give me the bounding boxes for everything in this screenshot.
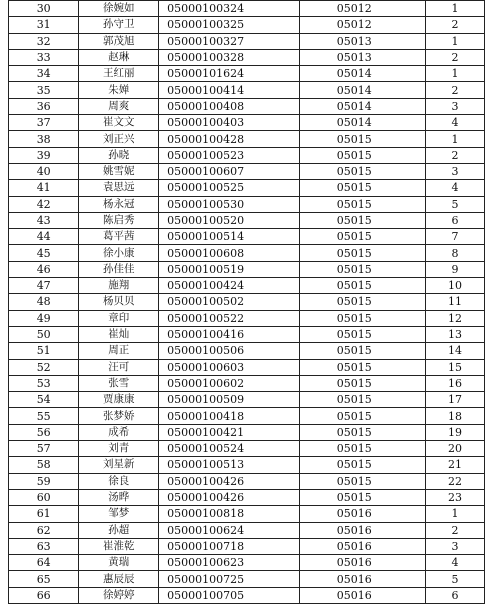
exam-id-cell: 05000100514 <box>159 229 299 245</box>
name-cell: 崔灿 <box>79 326 159 342</box>
exam-id-cell: 05000100530 <box>159 196 299 212</box>
table-row <box>9 229 485 245</box>
name-cell: 朱婵 <box>79 82 159 98</box>
table-row <box>9 17 485 33</box>
exam-id-cell: 05000100513 <box>159 457 299 473</box>
room-cell: 05015 <box>299 489 425 505</box>
name-cell: 贾康康 <box>79 392 159 408</box>
table-row <box>9 310 485 326</box>
name-cell: 邹梦 <box>79 506 159 522</box>
room-cell: 05015 <box>299 310 425 326</box>
name-cell: 施翔 <box>79 278 159 294</box>
name-cell: 周爽 <box>79 98 159 114</box>
exam-id-cell: 05000100421 <box>159 424 299 440</box>
table-row <box>9 245 485 261</box>
name-cell: 郭茂旭 <box>79 33 159 49</box>
table-row <box>9 473 485 489</box>
exam-id-cell: 05000100502 <box>159 294 299 310</box>
table-row <box>9 392 485 408</box>
room-cell: 05015 <box>299 180 425 196</box>
room-cell: 05015 <box>299 392 425 408</box>
room-cell: 05016 <box>299 506 425 522</box>
seq-cell: 55 <box>9 408 79 424</box>
seq-cell: 63 <box>9 538 79 554</box>
table-row <box>9 506 485 522</box>
exam-id-cell: 05000100607 <box>159 163 299 179</box>
name-cell: 惠辰辰 <box>79 571 159 587</box>
exam-id-cell: 05000100520 <box>159 212 299 228</box>
seat-cell: 8 <box>426 245 485 261</box>
seq-cell: 46 <box>9 261 79 277</box>
exam-id-cell: 05000100416 <box>159 326 299 342</box>
exam-id-cell: 05000100414 <box>159 82 299 98</box>
table-row <box>9 555 485 571</box>
seat-cell: 1 <box>426 66 485 82</box>
name-cell: 张梦娇 <box>79 408 159 424</box>
table-row <box>9 212 485 228</box>
room-cell: 05015 <box>299 229 425 245</box>
exam-id-cell: 05000100418 <box>159 408 299 424</box>
seat-cell: 19 <box>426 424 485 440</box>
seq-cell: 53 <box>9 375 79 391</box>
name-cell: 汪可 <box>79 359 159 375</box>
seat-cell: 20 <box>426 441 485 457</box>
room-cell: 05016 <box>299 555 425 571</box>
seq-cell: 30 <box>9 1 79 17</box>
exam-seating-table <box>8 0 485 604</box>
seat-cell: 2 <box>426 49 485 65</box>
table-row <box>9 441 485 457</box>
seat-cell: 2 <box>426 82 485 98</box>
seat-cell: 2 <box>426 522 485 538</box>
table-row <box>9 538 485 554</box>
table-row <box>9 115 485 131</box>
exam-id-cell: 05000101624 <box>159 66 299 82</box>
room-cell: 05015 <box>299 375 425 391</box>
seq-cell: 60 <box>9 489 79 505</box>
exam-id-cell: 05000100718 <box>159 538 299 554</box>
exam-id-cell: 05000100327 <box>159 33 299 49</box>
name-cell: 赵琳 <box>79 49 159 65</box>
seq-cell: 45 <box>9 245 79 261</box>
table-row <box>9 66 485 82</box>
seat-cell: 11 <box>426 294 485 310</box>
seq-cell: 38 <box>9 131 79 147</box>
exam-id-cell: 05000100324 <box>159 1 299 17</box>
room-cell: 05016 <box>299 538 425 554</box>
room-cell: 05015 <box>299 278 425 294</box>
seq-cell: 64 <box>9 555 79 571</box>
name-cell: 孙晓 <box>79 147 159 163</box>
room-cell: 05016 <box>299 571 425 587</box>
exam-id-cell: 05000100408 <box>159 98 299 114</box>
seat-cell: 3 <box>426 538 485 554</box>
seat-cell: 2 <box>426 17 485 33</box>
name-cell: 章印 <box>79 310 159 326</box>
name-cell: 孙超 <box>79 522 159 538</box>
seat-cell: 14 <box>426 343 485 359</box>
seat-cell: 23 <box>426 489 485 505</box>
seat-cell: 1 <box>426 506 485 522</box>
exam-id-cell: 05000100522 <box>159 310 299 326</box>
seq-cell: 33 <box>9 49 79 65</box>
seat-cell: 1 <box>426 131 485 147</box>
room-cell: 05015 <box>299 408 425 424</box>
exam-id-cell: 05000100523 <box>159 147 299 163</box>
seq-cell: 35 <box>9 82 79 98</box>
seq-cell: 48 <box>9 294 79 310</box>
seq-cell: 37 <box>9 115 79 131</box>
seq-cell: 58 <box>9 457 79 473</box>
name-cell: 崔文文 <box>79 115 159 131</box>
seat-cell: 3 <box>426 98 485 114</box>
seat-cell: 9 <box>426 261 485 277</box>
room-cell: 05014 <box>299 115 425 131</box>
room-cell: 05015 <box>299 359 425 375</box>
seat-cell: 4 <box>426 180 485 196</box>
name-cell: 杨永冠 <box>79 196 159 212</box>
name-cell: 徐婉如 <box>79 1 159 17</box>
table-body <box>9 1 485 604</box>
table-row <box>9 489 485 505</box>
exam-id-cell: 05000100403 <box>159 115 299 131</box>
room-cell: 05012 <box>299 1 425 17</box>
name-cell: 刘星新 <box>79 457 159 473</box>
seat-cell: 16 <box>426 375 485 391</box>
room-cell: 05015 <box>299 131 425 147</box>
table-row <box>9 571 485 587</box>
name-cell: 徐婷婷 <box>79 587 159 603</box>
table-row <box>9 1 485 17</box>
room-cell: 05012 <box>299 17 425 33</box>
seq-cell: 54 <box>9 392 79 408</box>
seat-cell: 22 <box>426 473 485 489</box>
seq-cell: 50 <box>9 326 79 342</box>
exam-id-cell: 05000100424 <box>159 278 299 294</box>
room-cell: 05015 <box>299 326 425 342</box>
exam-id-cell: 05000100426 <box>159 489 299 505</box>
seq-cell: 59 <box>9 473 79 489</box>
room-cell: 05015 <box>299 441 425 457</box>
table-row <box>9 49 485 65</box>
exam-id-cell: 05000100725 <box>159 571 299 587</box>
room-cell: 05014 <box>299 82 425 98</box>
seq-cell: 62 <box>9 522 79 538</box>
seq-cell: 52 <box>9 359 79 375</box>
name-cell: 汤晔 <box>79 489 159 505</box>
seq-cell: 44 <box>9 229 79 245</box>
seat-cell: 1 <box>426 33 485 49</box>
room-cell: 05015 <box>299 343 425 359</box>
table-row <box>9 408 485 424</box>
exam-id-cell: 05000100818 <box>159 506 299 522</box>
seq-cell: 43 <box>9 212 79 228</box>
seq-cell: 32 <box>9 33 79 49</box>
name-cell: 王红丽 <box>79 66 159 82</box>
table-row <box>9 457 485 473</box>
seq-cell: 40 <box>9 163 79 179</box>
seq-cell: 65 <box>9 571 79 587</box>
seq-cell: 36 <box>9 98 79 114</box>
seq-cell: 31 <box>9 17 79 33</box>
exam-id-cell: 05000100623 <box>159 555 299 571</box>
name-cell: 刘青 <box>79 441 159 457</box>
seq-cell: 41 <box>9 180 79 196</box>
table-row <box>9 131 485 147</box>
seat-cell: 13 <box>426 326 485 342</box>
exam-id-cell: 05000100602 <box>159 375 299 391</box>
table-row <box>9 343 485 359</box>
exam-id-cell: 05000100524 <box>159 441 299 457</box>
seq-cell: 39 <box>9 147 79 163</box>
table-row <box>9 147 485 163</box>
seat-cell: 5 <box>426 571 485 587</box>
table-row <box>9 424 485 440</box>
room-cell: 05015 <box>299 261 425 277</box>
seat-cell: 7 <box>426 229 485 245</box>
seat-cell: 10 <box>426 278 485 294</box>
exam-id-cell: 05000100603 <box>159 359 299 375</box>
name-cell: 徐小康 <box>79 245 159 261</box>
room-cell: 05015 <box>299 196 425 212</box>
name-cell: 崔淮乾 <box>79 538 159 554</box>
room-cell: 05015 <box>299 473 425 489</box>
exam-id-cell: 05000100519 <box>159 261 299 277</box>
name-cell: 姚雪妮 <box>79 163 159 179</box>
table-row <box>9 98 485 114</box>
seat-cell: 6 <box>426 212 485 228</box>
table-row <box>9 587 485 603</box>
seat-cell: 15 <box>426 359 485 375</box>
name-cell: 成希 <box>79 424 159 440</box>
room-cell: 05015 <box>299 245 425 261</box>
table-row <box>9 33 485 49</box>
seq-cell: 56 <box>9 424 79 440</box>
room-cell: 05016 <box>299 522 425 538</box>
room-cell: 05015 <box>299 212 425 228</box>
room-cell: 05014 <box>299 66 425 82</box>
exam-id-cell: 05000100509 <box>159 392 299 408</box>
name-cell: 刘正兴 <box>79 131 159 147</box>
exam-id-cell: 05000100608 <box>159 245 299 261</box>
seq-cell: 49 <box>9 310 79 326</box>
seat-cell: 21 <box>426 457 485 473</box>
seat-cell: 12 <box>426 310 485 326</box>
seat-cell: 6 <box>426 587 485 603</box>
name-cell: 黄瑞 <box>79 555 159 571</box>
table-row <box>9 375 485 391</box>
room-cell: 05015 <box>299 147 425 163</box>
table-row <box>9 522 485 538</box>
seat-cell: 4 <box>426 115 485 131</box>
name-cell: 徐良 <box>79 473 159 489</box>
table-row <box>9 278 485 294</box>
seq-cell: 42 <box>9 196 79 212</box>
exam-id-cell: 05000100525 <box>159 180 299 196</box>
exam-id-cell: 05000100328 <box>159 49 299 65</box>
exam-id-cell: 05000100426 <box>159 473 299 489</box>
seq-cell: 57 <box>9 441 79 457</box>
room-cell: 05016 <box>299 587 425 603</box>
name-cell: 周正 <box>79 343 159 359</box>
name-cell: 葛平茜 <box>79 229 159 245</box>
seq-cell: 51 <box>9 343 79 359</box>
name-cell: 袁思远 <box>79 180 159 196</box>
seat-cell: 2 <box>426 147 485 163</box>
room-cell: 05013 <box>299 49 425 65</box>
name-cell: 孙佳佳 <box>79 261 159 277</box>
exam-id-cell: 05000100325 <box>159 17 299 33</box>
seat-cell: 18 <box>426 408 485 424</box>
seat-cell: 3 <box>426 163 485 179</box>
table-row <box>9 261 485 277</box>
exam-id-cell: 05000100705 <box>159 587 299 603</box>
table-row <box>9 326 485 342</box>
seq-cell: 47 <box>9 278 79 294</box>
exam-id-cell: 05000100624 <box>159 522 299 538</box>
room-cell: 05014 <box>299 98 425 114</box>
table-row <box>9 359 485 375</box>
room-cell: 05015 <box>299 457 425 473</box>
room-cell: 05015 <box>299 294 425 310</box>
seq-cell: 61 <box>9 506 79 522</box>
exam-id-cell: 05000100428 <box>159 131 299 147</box>
seq-cell: 34 <box>9 66 79 82</box>
table-row <box>9 163 485 179</box>
table-row <box>9 196 485 212</box>
seq-cell: 66 <box>9 587 79 603</box>
name-cell: 陈启秀 <box>79 212 159 228</box>
room-cell: 05015 <box>299 163 425 179</box>
seat-cell: 17 <box>426 392 485 408</box>
seat-cell: 4 <box>426 555 485 571</box>
room-cell: 05015 <box>299 424 425 440</box>
table-row <box>9 294 485 310</box>
name-cell: 张雪 <box>79 375 159 391</box>
name-cell: 杨贝贝 <box>79 294 159 310</box>
name-cell: 孙守卫 <box>79 17 159 33</box>
exam-id-cell: 05000100506 <box>159 343 299 359</box>
table-row <box>9 180 485 196</box>
seat-cell: 1 <box>426 1 485 17</box>
room-cell: 05013 <box>299 33 425 49</box>
seat-cell: 5 <box>426 196 485 212</box>
table-row <box>9 82 485 98</box>
